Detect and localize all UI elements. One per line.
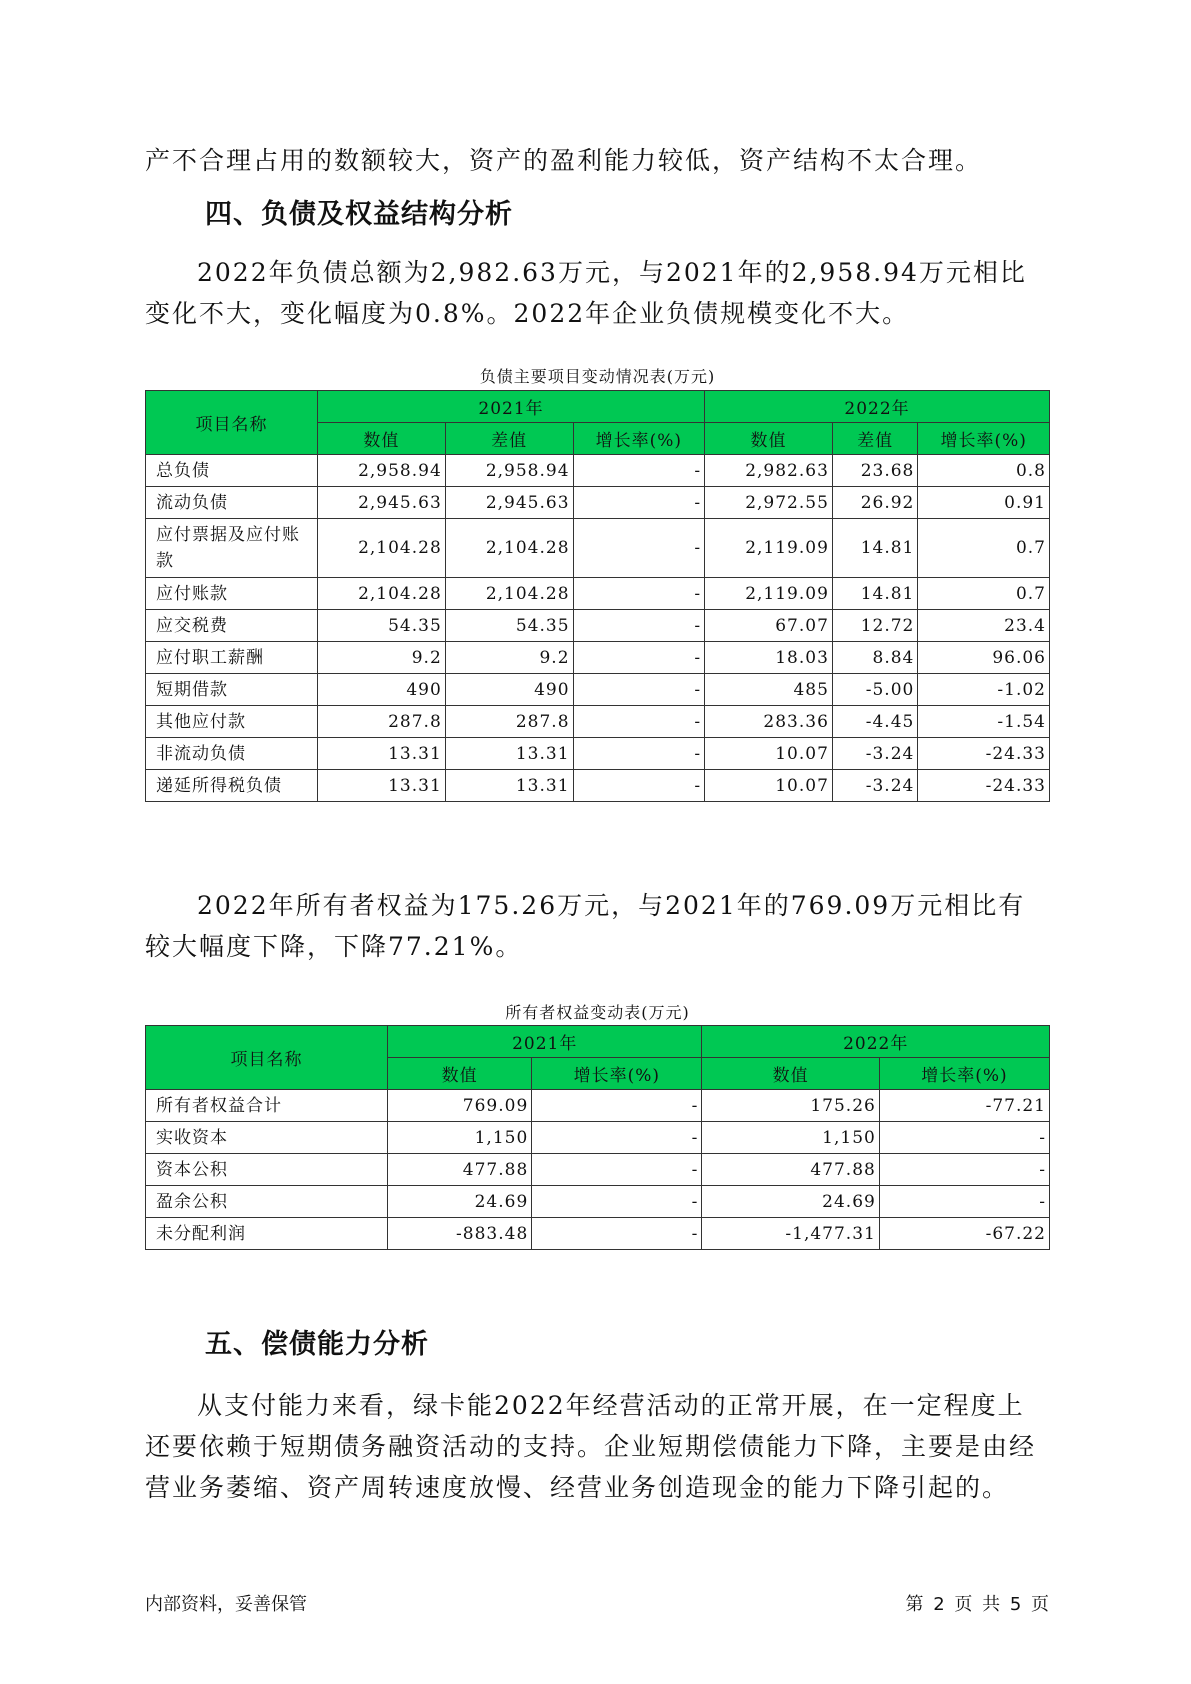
row-name: 递延所得税负债	[146, 770, 318, 802]
cell-2022-value: 2,972.55	[705, 487, 833, 519]
cell-2022-diff: 12.72	[832, 610, 917, 642]
col-2022-diff: 差值	[832, 423, 917, 455]
table-row	[146, 738, 1050, 770]
cell-2021-value: -883.48	[388, 1218, 532, 1250]
col-2022-value: 数值	[702, 1058, 879, 1090]
cell-2022-value: 67.07	[705, 610, 833, 642]
col-item-name: 项目名称	[146, 1026, 388, 1090]
row-name: 资本公积	[146, 1154, 388, 1186]
cell-2022-diff: -5.00	[832, 674, 917, 706]
row-name: 盈余公积	[146, 1186, 388, 1218]
cell-2022-value: 485	[705, 674, 833, 706]
row-name: 应付账款	[146, 578, 318, 610]
col-year-2021: 2021年	[388, 1026, 702, 1058]
table-row	[146, 1218, 1050, 1250]
footer-page-number: 第 2 页 共 5 页	[905, 1594, 1051, 1615]
cell-2021-diff: 54.35	[445, 610, 573, 642]
cell-2021-value: 2,104.28	[318, 519, 446, 578]
table-row	[146, 455, 1050, 487]
row-name: 应付职工薪酬	[146, 642, 318, 674]
cell-2021-growth: -	[573, 770, 705, 802]
cell-2021-growth: -	[532, 1154, 702, 1186]
col-item-name: 项目名称	[146, 391, 318, 455]
cell-2022-growth: 0.7	[918, 578, 1050, 610]
cell-2022-value: 283.36	[705, 706, 833, 738]
section-5-heading: 五、偿债能力分析	[205, 1329, 429, 1360]
col-year-2021: 2021年	[318, 391, 705, 423]
cell-2021-value: 2,958.94	[318, 455, 446, 487]
table-row	[146, 519, 1050, 578]
cell-2022-value: -1,477.31	[702, 1218, 879, 1250]
debt-summary-paragraph: 2022年负债总额为2,982.63万元，与2021年的2,958.94万元相比变化不大，变化幅度为0.8%。2022年企业负债规模变化不大。	[145, 258, 1027, 328]
cell-2022-value: 10.07	[705, 738, 833, 770]
cell-2022-growth: 0.7	[918, 519, 1050, 578]
cell-2022-value: 10.07	[705, 770, 833, 802]
cell-2021-growth: -	[573, 642, 705, 674]
cell-2021-diff: 13.31	[445, 738, 573, 770]
row-name: 所有者权益合计	[146, 1090, 388, 1122]
cell-2021-value: 477.88	[388, 1154, 532, 1186]
row-name: 其他应付款	[146, 706, 318, 738]
cell-2022-diff: -4.45	[832, 706, 917, 738]
col-2021-value: 数值	[318, 423, 446, 455]
cell-2022-diff: 8.84	[832, 642, 917, 674]
table-row	[146, 1186, 1050, 1218]
table-row	[146, 770, 1050, 802]
table-row	[146, 1122, 1050, 1154]
cell-2022-value: 2,982.63	[705, 455, 833, 487]
table-row	[146, 578, 1050, 610]
col-2022-growth: 增长率(%)	[879, 1058, 1049, 1090]
cell-2021-value: 2,104.28	[318, 578, 446, 610]
cell-2022-growth: -67.22	[879, 1218, 1049, 1250]
solvency-paragraph: 从支付能力来看，绿卡能2022年经营活动的正常开展，在一定程度上还要依赖于短期债务融资活动的支持。企业短期偿债能力下降，主要是由经营业务萎缩、资产周转速度放慢、经营业务创造现金的能力下降引起的。	[145, 1391, 1037, 1502]
cell-2022-growth: 96.06	[918, 642, 1050, 674]
section-4-heading: 四、负债及权益结构分析	[205, 199, 513, 230]
cell-2021-value: 490	[318, 674, 446, 706]
debt-table-caption: 负债主要项目变动情况表(万元)	[479, 367, 716, 386]
cell-2021-growth: -	[573, 706, 705, 738]
cell-2022-value: 477.88	[702, 1154, 879, 1186]
cell-2022-diff: 23.68	[832, 455, 917, 487]
cell-2021-growth: -	[573, 578, 705, 610]
row-name: 流动负债	[146, 487, 318, 519]
cell-2022-value: 1,150	[702, 1122, 879, 1154]
cell-2021-value: 13.31	[318, 738, 446, 770]
cell-2021-value: 769.09	[388, 1090, 532, 1122]
cell-2021-growth: -	[532, 1186, 702, 1218]
cell-2021-diff: 13.31	[445, 770, 573, 802]
table-row	[146, 487, 1050, 519]
cell-2022-growth: -	[879, 1186, 1049, 1218]
cell-2021-growth: -	[573, 674, 705, 706]
cell-2022-diff: 26.92	[832, 487, 917, 519]
cell-2021-value: 13.31	[318, 770, 446, 802]
cell-2021-growth: -	[532, 1218, 702, 1250]
row-name: 未分配利润	[146, 1218, 388, 1250]
cell-2021-diff: 2,104.28	[445, 578, 573, 610]
col-2021-growth: 增长率(%)	[573, 423, 705, 455]
cell-2022-growth: 23.4	[918, 610, 1050, 642]
row-name: 应付票据及应付账款	[146, 519, 318, 578]
cell-2021-value: 9.2	[318, 642, 446, 674]
cell-2022-diff: 14.81	[832, 578, 917, 610]
table-row	[146, 642, 1050, 674]
cell-2022-diff: -3.24	[832, 770, 917, 802]
col-2021-diff: 差值	[445, 423, 573, 455]
cell-2022-growth: -	[879, 1122, 1049, 1154]
debt-table	[145, 390, 1050, 802]
cell-2022-diff: 14.81	[832, 519, 917, 578]
col-year-2022: 2022年	[705, 391, 1050, 423]
table-row	[146, 1090, 1050, 1122]
row-name: 短期借款	[146, 674, 318, 706]
equity-table	[145, 1025, 1050, 1250]
cell-2022-value: 18.03	[705, 642, 833, 674]
cell-2022-value: 175.26	[702, 1090, 879, 1122]
table-row	[146, 1154, 1050, 1186]
col-year-2022: 2022年	[702, 1026, 1050, 1058]
cell-2021-diff: 2,104.28	[445, 519, 573, 578]
cell-2021-value: 24.69	[388, 1186, 532, 1218]
footer-confidential-note: 内部资料，妥善保管	[145, 1594, 307, 1615]
col-2021-growth: 增长率(%)	[532, 1058, 702, 1090]
cell-2021-diff: 2,958.94	[445, 455, 573, 487]
col-2021-value: 数值	[388, 1058, 532, 1090]
cell-2021-value: 1,150	[388, 1122, 532, 1154]
cell-2022-growth: -77.21	[879, 1090, 1049, 1122]
cell-2021-value: 54.35	[318, 610, 446, 642]
cell-2022-diff: -3.24	[832, 738, 917, 770]
table-row	[146, 674, 1050, 706]
cell-2022-value: 2,119.09	[705, 519, 833, 578]
cell-2022-growth: -24.33	[918, 770, 1050, 802]
cell-2021-diff: 2,945.63	[445, 487, 573, 519]
cell-2021-growth: -	[573, 610, 705, 642]
cell-2022-growth: -	[879, 1154, 1049, 1186]
cell-2022-value: 24.69	[702, 1186, 879, 1218]
cell-2021-diff: 9.2	[445, 642, 573, 674]
cell-2022-growth: 0.8	[918, 455, 1050, 487]
cell-2022-growth: -1.02	[918, 674, 1050, 706]
cell-2021-value: 287.8	[318, 706, 446, 738]
cell-2022-growth: -24.33	[918, 738, 1050, 770]
cell-2021-growth: -	[532, 1122, 702, 1154]
cell-2021-value: 2,945.63	[318, 487, 446, 519]
row-name: 应交税费	[146, 610, 318, 642]
row-name: 总负债	[146, 455, 318, 487]
cell-2021-growth: -	[573, 487, 705, 519]
cell-2021-growth: -	[573, 455, 705, 487]
table-row	[146, 610, 1050, 642]
cell-2021-diff: 490	[445, 674, 573, 706]
cell-2021-growth: -	[532, 1090, 702, 1122]
row-name: 实收资本	[146, 1122, 388, 1154]
cell-2021-growth: -	[573, 519, 705, 578]
equity-summary-paragraph: 2022年所有者权益为175.26万元，与2021年的769.09万元相比有较大幅度下降，下降77.21%。	[145, 891, 1026, 961]
cell-2022-growth: -1.54	[918, 706, 1050, 738]
col-2022-value: 数值	[705, 423, 833, 455]
cell-2021-growth: -	[573, 738, 705, 770]
equity-table-caption: 所有者权益变动表(万元)	[505, 1003, 690, 1022]
cell-2021-diff: 287.8	[445, 706, 573, 738]
cell-2022-value: 2,119.09	[705, 578, 833, 610]
col-2022-growth: 增长率(%)	[918, 423, 1050, 455]
table-row	[146, 706, 1050, 738]
cell-2022-growth: 0.91	[918, 487, 1050, 519]
row-name: 非流动负债	[146, 738, 318, 770]
intro-paragraph: 产不合理占用的数额较大，资产的盈利能力较低，资产结构不太合理。	[145, 146, 983, 175]
